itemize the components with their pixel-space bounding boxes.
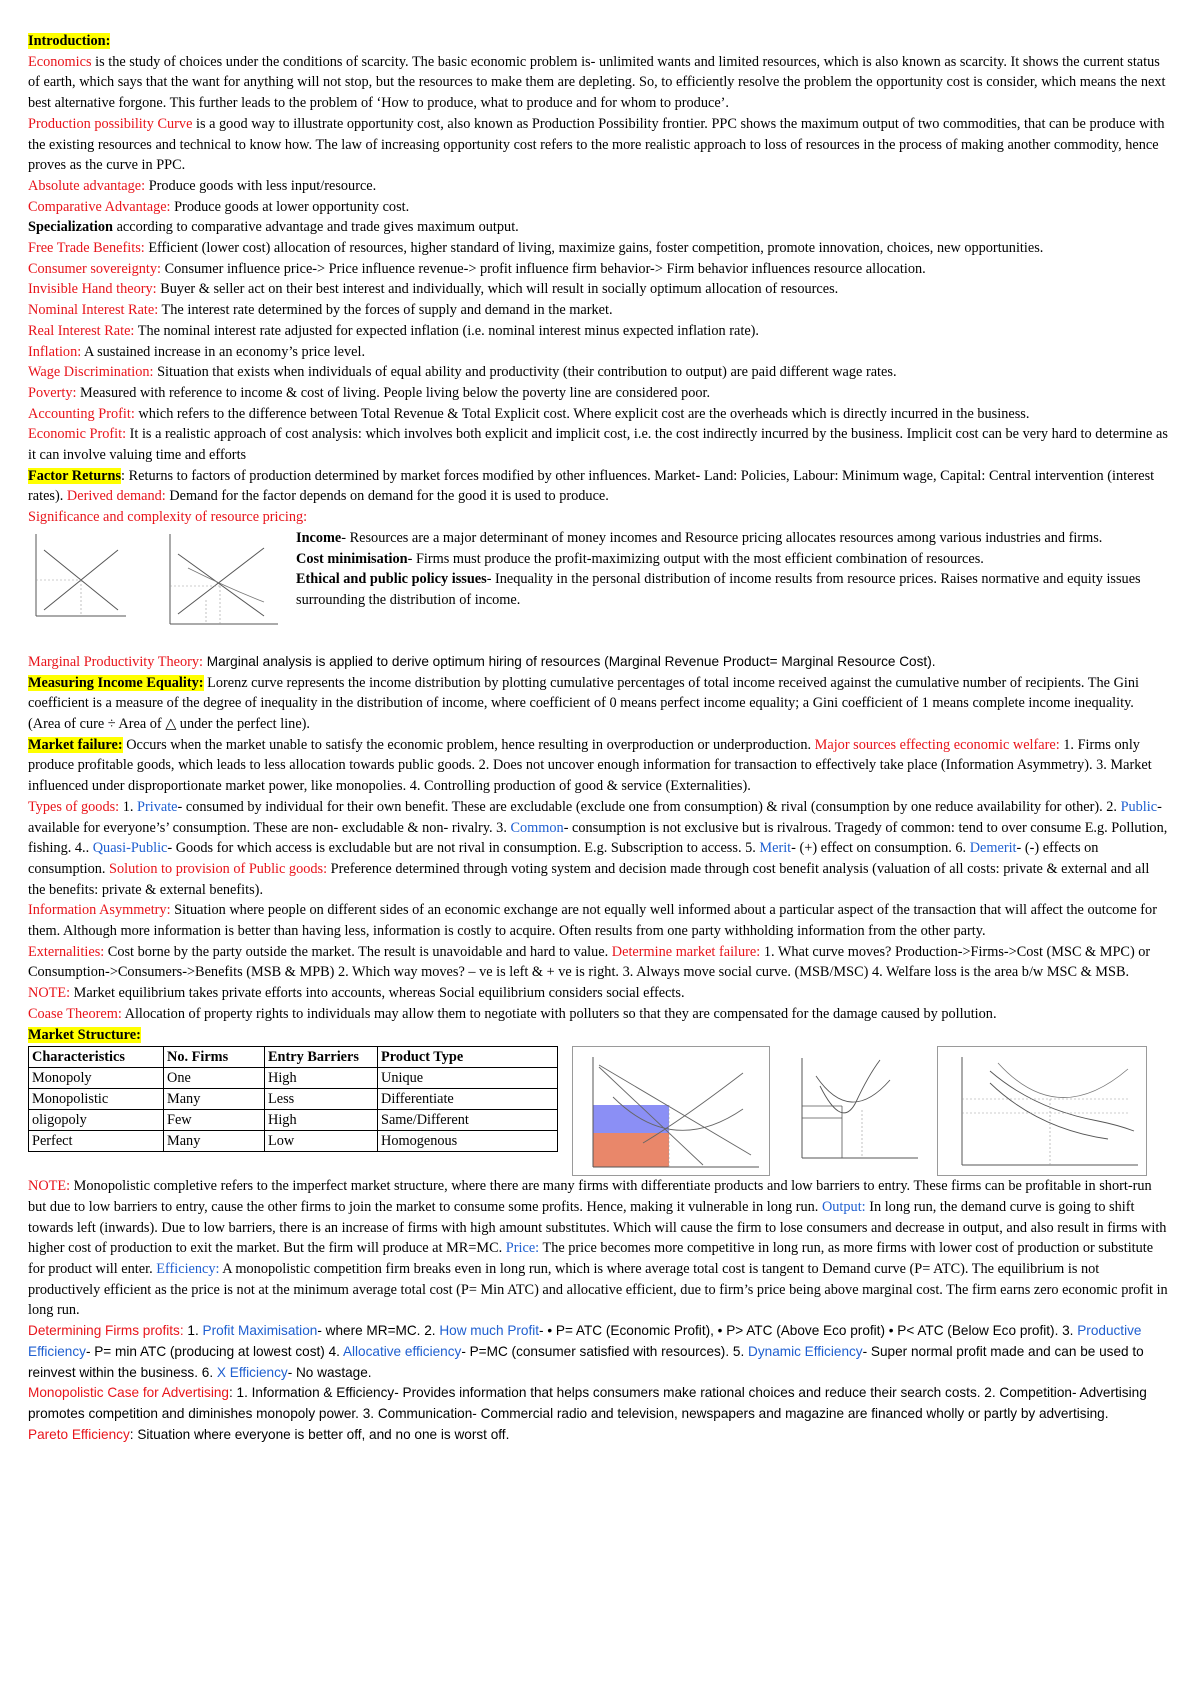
dfp-part-6: - Super normal profit made and can be used to reinvest within the business. 6. (28, 1343, 1144, 1380)
mpt-term: Marginal Productivity Theory: (28, 653, 203, 670)
intro-heading: Introduction: (28, 33, 111, 49)
nominal-interest-term: Nominal Interest Rate: (28, 302, 159, 319)
income-term: Income (296, 529, 342, 546)
ethical-text: - Inequality in the personal distribution of income results from resource prices. Raises normative and equity issues surrounding the distribution of income. (296, 571, 1141, 608)
table-cell: Many (164, 1131, 265, 1152)
income-equality-text: Lorenz curve represents the income distribution by plotting cumulative percentages of total income received against the cumulative number of recipients. The Gini coefficient is a measure of the degree of inequality in the distribution of income, where coefficient of 0 means perfect income equality; a Gini coefficient of 1 means complete income inequality. (Area of cure ÷ Area of △ under the perfect line). (28, 674, 1140, 732)
pareto-text: : Situation where everyone is better off, and no one is worst off. (129, 1426, 510, 1442)
absolute-advantage-text: Produce goods with less input/resource. (145, 177, 377, 194)
free-trade-term: Free Trade Benefits: (28, 240, 145, 257)
consumer-sovereignty-text: Consumer influence price-> Price influence revenue-> profit influence firm behavior-> Firm behavior influences resource allocation. (161, 260, 926, 277)
wage-discrimination-text: Situation that exists when individuals of equal ability and productivity (their contribution to output) are paid different wage rates. (153, 364, 897, 381)
table-cell: Few (164, 1110, 265, 1131)
externalities-term: Externalities: (28, 943, 105, 960)
firms-profits-line (28, 1323, 1144, 1379)
efficiency-term: Efficiency: (156, 1261, 220, 1278)
market-failure-term: Market failure: (28, 736, 123, 753)
market-structure-table (28, 1046, 558, 1152)
middle-section (28, 652, 1168, 1045)
accounting-profit-text: which refers to the difference between Total Revenue & Total Explicit cost. Where explicit cost are the overheads which is directly incurred in the business. (134, 405, 1030, 422)
table-cell: Same/Different (378, 1110, 558, 1131)
public-goods-term: Public (1120, 798, 1158, 815)
market-structure-heading: Market Structure: (28, 1026, 141, 1043)
derived-demand-term: Derived demand: (66, 488, 166, 505)
supply-demand-figure (28, 528, 290, 652)
tg-part-4: - consumption is not exclusive but is rivalrous. Tragedy of common: tend to over consume E.g. Pollution, fishing. 4.. (28, 819, 1168, 857)
allocative-efficiency-term: Allocative efficiency (342, 1343, 462, 1359)
accounting-profit-term: Accounting Profit: (28, 405, 135, 422)
x-efficiency-term: X Efficiency (216, 1364, 288, 1380)
note-monopolistic-term: NOTE: (28, 1178, 71, 1195)
table-cell: Homogenous (378, 1131, 558, 1152)
tg-part-2: - consumed by individual for their own benefit. These are excludable (exclude one from consumption) & rival (consumption by one reduce availability for other). 2. (177, 798, 1121, 815)
externalities-text: Cost borne by the party outside the market. The result is unavoidable and hard to value. (104, 943, 612, 960)
quasi-public-term: Quasi-Public (92, 840, 168, 857)
pareto-line (28, 1427, 509, 1442)
solution-public-goods-text: Preference determined through voting system and decision made through cost benefit analysis (valuation of all costs: private & external and all the benefits: private & external benefits). (28, 860, 1150, 898)
consumer-sovereignty-term: Consumer sovereignty: (28, 260, 162, 277)
types-of-goods-term: Types of goods: (28, 798, 120, 815)
market-failure-text: Occurs when the market unable to satisfy the economic problem, hence resulting in overproduction or underproduction. (122, 736, 815, 753)
coase-text: Allocation of property rights to individuals may allow them to negotiate with polluters so that they are compensated for the damage caused by pollution. (121, 1005, 997, 1022)
information-asymmetry-text: Situation where people on different sides of an economic exchange are not equally well informed about a particular aspect of the transaction that will affect the outcome for them. Although more information is better than having less, information is costly to acquire. Often results from one party withholding information from the other party. (28, 902, 1157, 940)
table-row (29, 1068, 558, 1089)
resource-pricing-figures (28, 528, 290, 652)
inflation-text: A sustained increase in an economy’s price level. (81, 343, 366, 360)
advertising-text: : 1. Information & Efficiency- Provides information that helps consumers make rational choices and reduce their search costs. 2. Competition- Advertising promotes competition and diminishes monopoly power. 3. Communication- Commercial radio and television, newspapers and magazine are financed wholly or partly by advertising. (28, 1385, 1147, 1421)
output-term: Output: (821, 1198, 866, 1215)
table-cell: Monopolistic (29, 1089, 164, 1110)
significance-text-block (296, 528, 1168, 611)
table-cell: Less (265, 1089, 378, 1110)
ppc-text: is a good way to illustrate opportunity cost, also known as Production Possibility frontier. PPC shows the maximum output of two commodities, that can be produce with the existing resources and technical to know how. The law of increasing opportunity cost refers to the more realistic approach to loss of resources in the process of making another commodity, hence proves as the curve in PPC. (28, 115, 1165, 174)
advertising-term: Monopolistic Case for Advertising (28, 1385, 229, 1401)
bottom-section (28, 1176, 1168, 1445)
table-cell: Monopoly (29, 1068, 164, 1089)
common-goods-term: Common (510, 819, 564, 836)
wage-discrimination-term: Wage Discrimination: (28, 364, 154, 381)
monopolistic-profit-figure (572, 1046, 770, 1176)
factor-returns-term: Factor Returns (28, 467, 122, 484)
tg-part-1: 1. (119, 798, 138, 815)
price-text: The price becomes more competitive in long run, as more firms with lower cost of production or substitute for product will enter. (28, 1240, 1154, 1278)
table-cell: High (265, 1068, 378, 1089)
cost-minimisation-term: Cost minimisation (296, 550, 408, 567)
note-equilibrium-term: NOTE: (28, 985, 71, 1002)
long-run-figure (937, 1046, 1147, 1176)
significance-heading: Significance and complexity of resource pricing: (28, 509, 308, 526)
monopoly-cost-figure (780, 1046, 925, 1174)
dfp-part-3: - • P= ATC (Economic Profit), • P> ATC (Above Eco profit) • P< ATC (Below Eco profit). 3. (539, 1323, 1078, 1339)
table-cell: One (164, 1068, 265, 1089)
price-term: Price: (505, 1240, 540, 1257)
column-header: No. Firms (164, 1047, 265, 1068)
output-text: In long run, the demand curve is going to shift towards left (inwards). Due to low barriers, there is an increase of firms with high amount substitutes. Which will cause the firm to lose consumers and decrease in output, and also result in firms with higher cost of production to exit the market. But the firm will produce at MR=MC. (28, 1198, 1167, 1257)
poverty-term: Poverty: (28, 384, 77, 401)
table-cell: Low (265, 1131, 378, 1152)
inflation-term: Inflation: (28, 343, 82, 360)
dynamic-efficiency-term: Dynamic Efficiency (748, 1343, 863, 1359)
table-row (29, 1089, 558, 1110)
column-header: Entry Barriers (265, 1047, 378, 1068)
note-equilibrium-text: Market equilibrium takes private efforts into accounts, whereas Social equilibrium considers social effects. (70, 985, 685, 1002)
efficiency-text: A monopolistic competition firm breaks even in long run, which is where average total cost is tangent to Demand curve (P= ATC). The equilibrium is not productively efficient as the price is not at the minimum average total cost (P= Min ATC) and allocative efficient, due to firm’s price being above marginal cost. The firm earns zero economic profit in long run. (28, 1261, 1168, 1319)
profit-max-term: Profit Maximisation (202, 1323, 318, 1339)
economics-term: Economics (28, 53, 92, 70)
specialization-term: Specialization (28, 219, 113, 236)
ppc-term: Production possibility Curve (28, 115, 193, 132)
economics-text: is the study of choices under the conditions of scarcity. The basic economic problem is- unlimited wants and limited resources, which is also known as scarcity. It shows the current status of earth, which says that the want for anything will not stop, but the resources to make them are depleting. So, to efficiently resolve the problem the opportunity cost is consider, which means the next best alternative forgone. This further leads to the problem of ‘How to produce, what to produce and for whom to produce’. (28, 53, 1166, 112)
table-row (29, 1131, 558, 1152)
determine-market-failure-term: Determine market failure: (611, 943, 761, 960)
tg-part-5: - Goods for which access is excludable but are not rival in consumption. E.g. Subscription to access. 5. (167, 840, 760, 857)
income-text: - Resources are a major determinant of money incomes and Resource pricing allocates resources among various industries and firms. (341, 529, 1103, 546)
dfp-part-1: 1. (183, 1323, 203, 1339)
intro-section (28, 31, 1168, 528)
determine-market-failure-text: 1. What curve moves? Production->Firms->Cost (MSC & MPC) or Consumption->Consumers->Benefits (MSB & MPB) 2. Which way moves? – ve is left & + ve is right. 3. Always move social curve. (MSB/MSC) 4. Welfare loss is the area b/w MSC & MSB. (28, 943, 1151, 981)
cost-minimisation-text: - Firms must produce the profit-maximizing output with the most efficient combination of resources. (407, 550, 984, 567)
economic-profit-term: Economic Profit: (28, 426, 127, 443)
tg-part-7: - (-) effects on consumption. (28, 840, 1099, 877)
merit-term: Merit (759, 840, 792, 857)
comparative-advantage-text: Produce goods at lower opportunity cost. (170, 198, 410, 215)
note-monopolistic-text: Monopolistic completive refers to the imperfect market structure, where there are many firms with differentiate products and low barriers to entry. These firms can be profitable in short-run but due to low barriers to entry, cause the other firms to join the market to consume some profits. Hence, making it vulnerable in long run. (28, 1178, 1152, 1215)
table-cell: Perfect (29, 1131, 164, 1152)
absolute-advantage-term: Absolute advantage: (28, 177, 146, 194)
income-equality-term: Measuring Income Equality: (28, 674, 204, 691)
firms-profits-term: Determining Firms profits: (28, 1323, 184, 1339)
major-sources-term: Major sources effecting economic welfare: (814, 736, 1060, 753)
market-structure-section (28, 1046, 1168, 1176)
free-trade-text: Efficient (lower cost) allocation of resources, higher standard of living, maximize gains, foster competition, promote innovation, choices, new opportunities. (144, 240, 1044, 257)
significance-section (28, 528, 1168, 652)
mpt-text: Marginal analysis is applied to derive optimum hiring of resources (Marginal Revenue Product= Marginal Resource Cost). (202, 653, 936, 669)
pareto-term: Pareto Efficiency (28, 1426, 130, 1442)
factor-returns-text: : Returns to factors of production determined by market forces modified by other influences. Market- Land: Policies, Labour: Minimum wage, Capital: Central intervention (interest rates). (28, 467, 1155, 505)
invisible-hand-term: Invisible Hand theory: (28, 281, 157, 298)
table-cell: oligopoly (29, 1110, 164, 1131)
comparative-advantage-term: Comparative Advantage: (28, 198, 171, 215)
real-interest-text: The nominal interest rate adjusted for expected inflation (i.e. nominal interest minus expected inflation rate). (134, 322, 760, 339)
dfp-part-5: - P=MC (consumer satisfied with resources). 5. (461, 1343, 749, 1359)
dfp-part-4: - P= min ATC (producing at lowest cost) 4. (85, 1343, 343, 1359)
table-cell: High (265, 1110, 378, 1131)
major-sources-text: 1. Firms only produce profitable goods, which leads to less allocation towards public goods. 2. Does not uncover enough information for transaction to effectively take place (Information Asymmetry). 3. Market influenced under disproportionate market power, like monopolies. 4. Controlling production of good & service (Externalities). (28, 736, 1152, 795)
poverty-text: Measured with reference to income & cost of living. People living below the poverty line are considered poor. (76, 384, 711, 401)
table-header-row (29, 1047, 558, 1068)
how-much-profit-term: How much Profit (439, 1323, 540, 1339)
advertising-line (28, 1385, 1147, 1421)
private-goods-term: Private (137, 798, 178, 815)
column-header: Product Type (378, 1047, 558, 1068)
derived-demand-text: Demand for the factor depends on demand for the good it is used to produce. (165, 488, 609, 505)
invisible-hand-text: Buyer & seller act on their best interest and individually, which will result in socially optimum allocation of resources. (156, 281, 839, 298)
tg-part-6: - (+) effect on consumption. 6. (791, 840, 970, 857)
table-row (29, 1110, 558, 1131)
nominal-interest-text: The interest rate determined by the forces of supply and demand in the market. (158, 302, 613, 319)
table-cell: Unique (378, 1068, 558, 1089)
specialization-text: according to comparative advantage and trade gives maximum output. (113, 219, 519, 236)
demerit-term: Demerit (969, 840, 1017, 857)
solution-public-goods-term: Solution to provision of Public goods: (109, 860, 328, 877)
economic-profit-text: It is a realistic approach of cost analysis: which involves both explicit and implicit cost, i.e. the cost indirectly incurred by the business. Implicit cost can be very hard to determine as it can involve valuing time and efforts (28, 426, 1168, 464)
tg-part-3: - available for everyone’s’ consumption. These are non- excludable & non- rivalry. 3. (28, 798, 1162, 836)
coase-term: Coase Theorem: (28, 1005, 122, 1022)
column-header: Characteristics (29, 1047, 164, 1068)
table-cell: Many (164, 1089, 265, 1110)
dfp-part-2: - where MR=MC. 2. (317, 1323, 440, 1339)
information-asymmetry-term: Information Asymmetry: (28, 902, 171, 919)
real-interest-term: Real Interest Rate: (28, 322, 135, 339)
dfp-part-7: - No wastage. (287, 1364, 372, 1380)
ethical-term: Ethical and public policy issues (296, 571, 487, 588)
table-cell: Differentiate (378, 1089, 558, 1110)
productive-efficiency-term: Productive Efficiency (28, 1323, 1142, 1359)
